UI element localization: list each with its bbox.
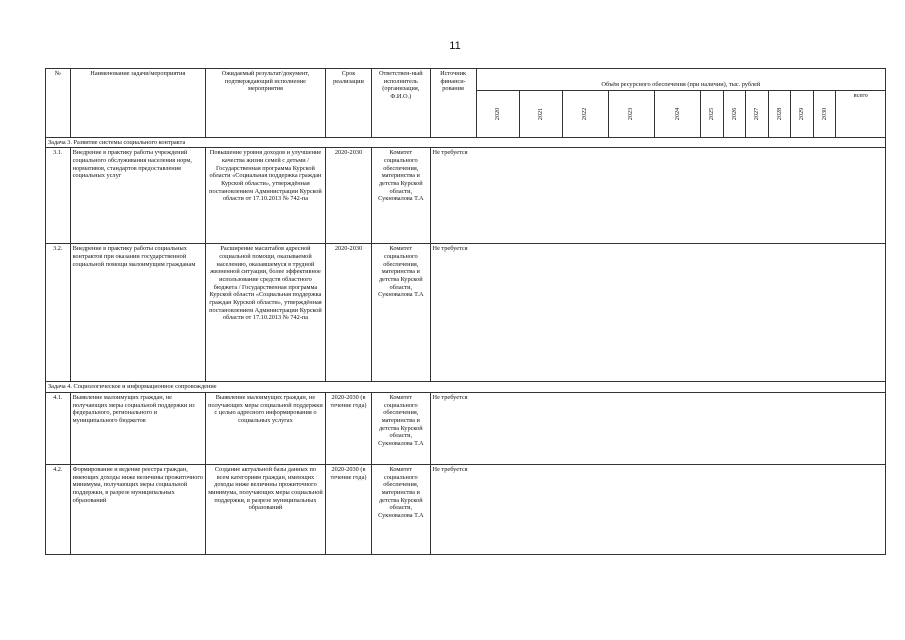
header-year: 2021: [519, 90, 562, 137]
row-source: Не требуется: [430, 465, 885, 555]
header-term: Срок реализации: [325, 69, 371, 138]
row-term: 2020-2030: [325, 244, 371, 382]
header-year: 2023: [608, 90, 654, 137]
task-title-row: [46, 137, 886, 148]
row-executor: Комитет социального обеспечения, материнства и детства Курской области, Сукновалова Т.А: [372, 465, 430, 555]
header-source: Источник финанси-рования: [430, 69, 476, 138]
row-result: Повышение уровня доходов и улучшение качества жизни семей с детьми / Государственная программа Курской области «Социальная поддержка граждан Курской области», утверждённая постановлением Администрации Курской области от 17.10.2013 № 742-па: [205, 148, 325, 244]
row-executor: Комитет социального обеспечения, материнства и детства Курской области, Сукновалова Т.А: [372, 244, 430, 382]
header-total: всего: [836, 90, 886, 137]
table-header-row: [46, 69, 886, 91]
row-num: 3.1.: [46, 148, 71, 244]
row-num: 3.2.: [46, 244, 71, 382]
row-term: 2020-2030 (в течение года): [325, 465, 371, 555]
row-term: 2020-2030: [325, 148, 371, 244]
row-executor: Комитет социального обеспечения, материнства и детства Курской области, Сукновалова Т.А: [372, 148, 430, 244]
header-volume: Объём ресурсного обеспечения (при наличии), тыс. рублей: [476, 69, 885, 91]
task-title: Задача 3. Развитие системы социального контракта: [46, 137, 886, 148]
header-year: 2028: [768, 90, 791, 137]
header-year: 2024: [655, 90, 701, 137]
measures-table: [45, 68, 886, 555]
header-year: 2029: [791, 90, 814, 137]
row-term: 2020-2030 (в течение года): [325, 393, 371, 465]
row-source: Не требуется: [430, 148, 885, 244]
header-year: 2026: [723, 90, 746, 137]
header-executor: Ответствен-ный исполнитель (организация, Ф.И.О.): [372, 69, 430, 138]
table-row: [46, 148, 886, 244]
row-num: 4.1.: [46, 393, 71, 465]
header-year: 2030: [813, 90, 836, 137]
row-result: Создание актуальной базы данных по всем категориям граждан, имеющих доходы ниже величины прожиточного минимума, получающих меры социальной поддержки, в разрезе муниципальных образований: [205, 465, 325, 555]
header-year: 2027: [746, 90, 769, 137]
task-title-row: [46, 382, 886, 393]
row-name: Внедрение в практику работы социальных контрактов при оказании государственной социальной помощи малоимущим гражданам: [70, 244, 205, 382]
table-row: [46, 244, 886, 382]
header-name: Наименование задачи/мероприятия: [70, 69, 205, 138]
row-name: Внедрение в практику работы учреждений социального обслуживания населения норм, нормативов, стандартов предоставления социальных услуг: [70, 148, 205, 244]
table-row: [46, 465, 886, 555]
header-year: 2025: [701, 90, 724, 137]
row-name: Выявление малоимущих граждан, не получающих меры социальной поддержки из федерального, регионального и муниципального бюджетов: [70, 393, 205, 465]
row-result: Выявление малоимущих граждан, не получающих меры социальной поддержки с целью адресного информирования о социальных услугах: [205, 393, 325, 465]
row-executor: Комитет социального обеспечения, материнства и детства Курской области, Сукновалова Т.А: [372, 393, 430, 465]
row-name: Формирование и ведение реестра граждан, имеющих доходы ниже величины прожиточного минимума, получающих меры социальной поддержки, в разрезе муниципальных образований: [70, 465, 205, 555]
row-source: Не требуется: [430, 393, 885, 465]
row-num: 4.2.: [46, 465, 71, 555]
header-year: 2020: [476, 90, 519, 137]
page-number: 11: [449, 40, 461, 52]
table-row: [46, 393, 886, 465]
header-result: Ожидаемый результат/документ, подтверждающий исполнение мероприятия: [205, 69, 325, 138]
row-result: Расширение масштабов адресной социальной помощи, оказываемой населению, оказавшемуся в трудной жизненной ситуации, более эффективное использование средств областного бюджета / Государственная программа Курской области «Социальная поддержка граждан Курской области», утверждённая постановлением Администрации Курской области от 17.10.2013 № 742-па: [205, 244, 325, 382]
row-source: Не требуется: [430, 244, 885, 382]
task-title: Задача 4. Социологическое и информационное сопровождение: [46, 382, 886, 393]
header-year: 2022: [562, 90, 608, 137]
header-num: №: [46, 69, 71, 138]
